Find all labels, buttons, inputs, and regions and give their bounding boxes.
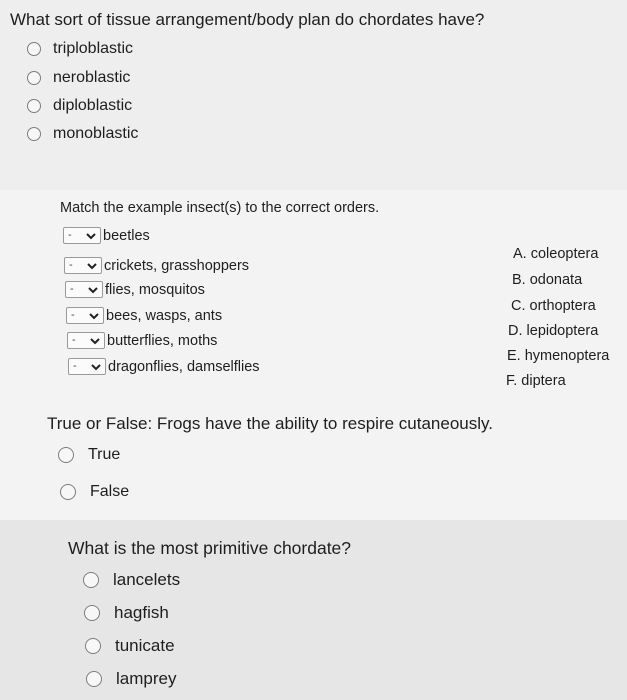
select-placeholder: - [71, 309, 75, 321]
answer-f: F. diptera [506, 373, 566, 389]
insect-label: dragonflies, damselflies [108, 358, 260, 375]
option-label: diploblastic [53, 97, 133, 114]
order-select-dropdown[interactable] [65, 281, 103, 298]
radio-button[interactable] [85, 638, 101, 654]
option-label: lamprey [116, 669, 177, 688]
option-label: lancelets [113, 570, 181, 589]
option-neroblastic[interactable] [27, 69, 130, 87]
chevron-down-icon [86, 261, 98, 271]
radio-button[interactable] [83, 572, 99, 588]
question-1-panel [0, 0, 627, 190]
answer-e: E. hymenoptera [507, 348, 610, 364]
radio-button[interactable] [86, 671, 102, 687]
order-select-dropdown[interactable] [67, 332, 105, 349]
option-label: neroblastic [53, 69, 131, 86]
radio-button[interactable] [27, 71, 41, 85]
radio-button[interactable] [60, 484, 76, 500]
option-lancelets[interactable] [83, 570, 180, 590]
chevron-down-icon [90, 362, 102, 372]
radio-button[interactable] [58, 447, 74, 463]
match-row-crickets [64, 257, 249, 274]
match-row-dragonflies [68, 358, 260, 375]
insect-label: crickets, grasshoppers [104, 257, 250, 274]
chevron-down-icon [85, 231, 97, 241]
select-placeholder: - [69, 259, 73, 271]
option-lamprey[interactable] [86, 669, 176, 689]
answer-c: C. orthoptera [511, 298, 596, 314]
answer-d: D. lepidoptera [508, 323, 599, 339]
order-select-dropdown[interactable] [66, 307, 104, 324]
chevron-down-icon [88, 311, 100, 321]
option-false[interactable] [60, 483, 129, 501]
select-placeholder: - [68, 229, 72, 241]
insect-label: flies, mosquitos [105, 281, 205, 298]
question-4-panel [0, 520, 627, 700]
option-hagfish[interactable] [84, 603, 169, 623]
question-1-text: What sort of tissue arrangement/body plan do chordates have? [10, 10, 485, 29]
option-tunicate[interactable] [85, 636, 175, 656]
insect-label: beetles [103, 227, 150, 244]
answer-b: B. odonata [512, 272, 583, 288]
select-placeholder: - [72, 334, 76, 346]
match-row-butterflies [67, 332, 217, 349]
order-select-dropdown[interactable] [64, 257, 102, 274]
question-2-instruction: Match the example insect(s) to the correct orders. [60, 200, 380, 216]
insect-label: bees, wasps, ants [106, 307, 223, 324]
select-placeholder: - [70, 283, 74, 295]
option-diploblastic[interactable] [27, 97, 132, 115]
option-monoblastic[interactable] [27, 125, 138, 143]
radio-button[interactable] [27, 99, 41, 113]
answer-a: A. coleoptera [513, 246, 599, 262]
option-triploblastic[interactable] [27, 40, 133, 58]
option-label: True [88, 446, 121, 463]
option-true[interactable] [58, 446, 120, 464]
option-label: hagfish [114, 603, 169, 622]
insect-label: butterflies, moths [107, 332, 218, 349]
radio-button[interactable] [27, 42, 41, 56]
match-row-flies [65, 281, 205, 298]
option-label: monoblastic [53, 125, 139, 142]
option-label: False [90, 483, 130, 500]
match-row-beetles [63, 227, 150, 244]
option-label: triploblastic [53, 40, 134, 57]
chevron-down-icon [87, 285, 99, 295]
question-2-panel [0, 190, 627, 520]
chevron-down-icon [89, 336, 101, 346]
radio-button[interactable] [84, 605, 100, 621]
order-select-dropdown[interactable] [63, 227, 101, 244]
question-4-text: What is the most primitive chordate? [68, 538, 352, 558]
order-select-dropdown[interactable] [68, 358, 106, 375]
option-label: tunicate [115, 636, 175, 655]
question-3-text: True or False: Frogs have the ability to respire cutaneously. [47, 414, 493, 433]
match-row-bees [66, 307, 222, 324]
select-placeholder: - [73, 360, 77, 372]
radio-button[interactable] [27, 127, 41, 141]
